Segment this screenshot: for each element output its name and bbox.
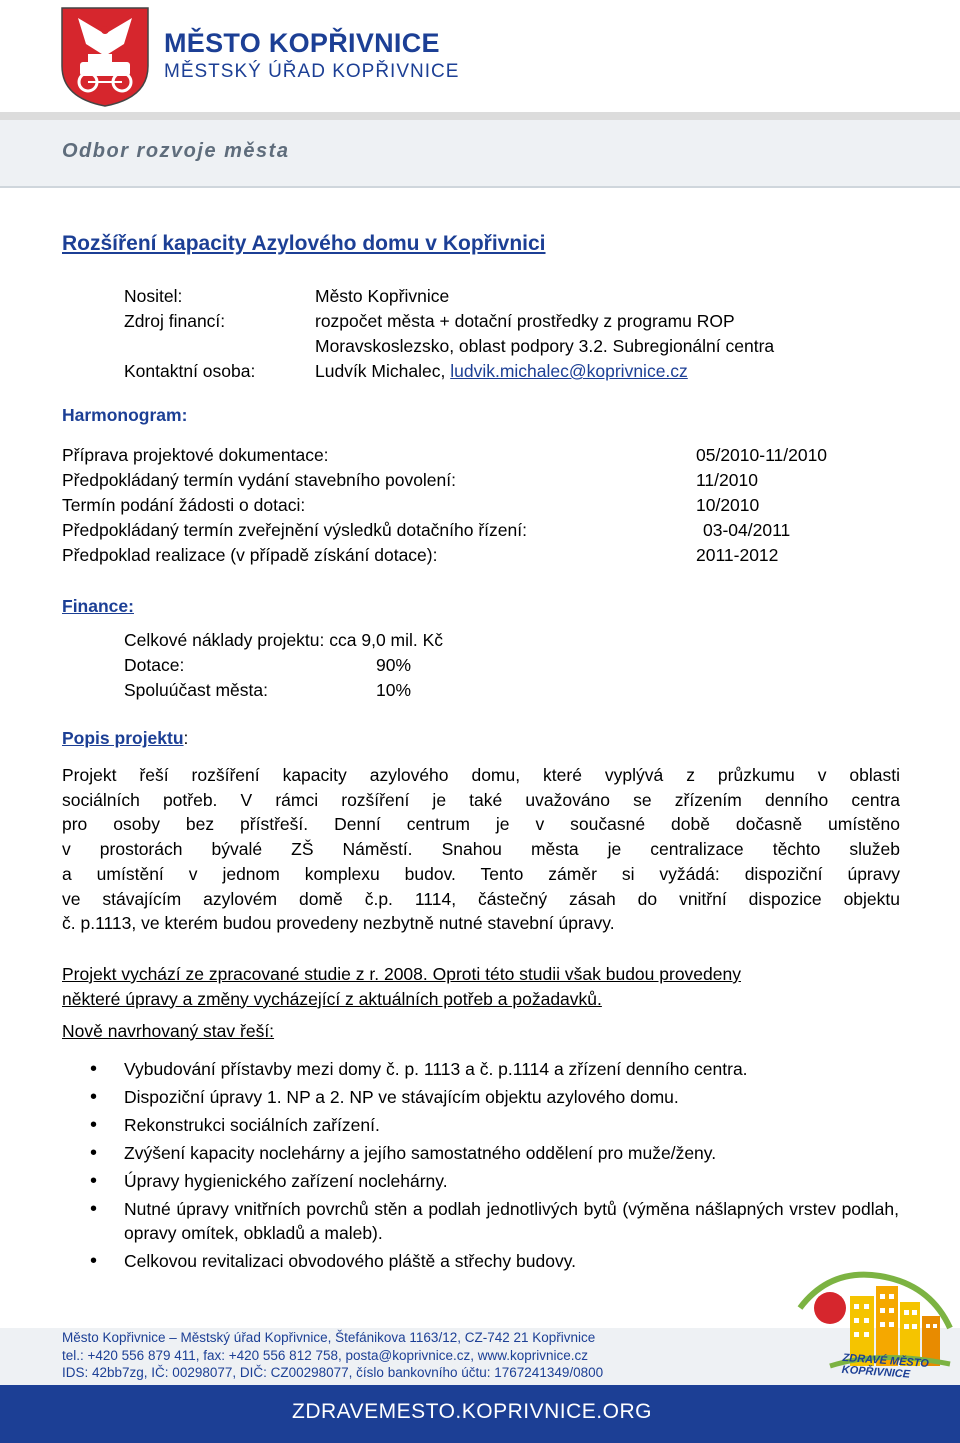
- city-name: MĚSTO KOPŘIVNICE: [164, 28, 440, 58]
- list-item: • Dispoziční úpravy 1. NP a 2. NP ve stávajícím objektu azylového domu.: [62, 1085, 899, 1109]
- study-note: [62, 962, 900, 1011]
- finance-total: Celkové náklady projektu: cca 9,0 mil. Kč: [124, 630, 444, 650]
- zdroj-label: Zdroj financí:: [124, 311, 226, 331]
- list-item: • Rekonstrukci sociálních zařízení.: [62, 1113, 899, 1137]
- harmonogram-label: Příprava projektové dokumentace:: [62, 445, 329, 465]
- project-title: Rozšíření kapacity Azylového domu v Kopřivnici: [62, 232, 546, 255]
- list-item: • Celkovou revitalizaci obvodového pláště a střechy budovy.: [62, 1249, 899, 1273]
- dotace-value: 90%: [376, 655, 412, 675]
- kontakt-name: Ludvík Michalec,: [315, 361, 446, 381]
- department-divider: [0, 186, 960, 188]
- harmonogram-heading: Harmonogram:: [62, 405, 188, 425]
- nositel-value: Město Kopřivnice: [315, 286, 450, 306]
- kontakt-label: Kontaktní osoba:: [124, 361, 256, 381]
- department-name: Odbor rozvoje města: [62, 140, 290, 162]
- harmonogram-label: Předpokládaný termín zveřejnění výsledků dotačního řízení:: [62, 520, 527, 540]
- spoluucast-label: Spoluúčast města:: [124, 680, 268, 700]
- dotace-label: Dotace:: [124, 655, 185, 675]
- spoluucast-value: 10%: [376, 680, 412, 700]
- nositel-label: Nositel:: [124, 286, 183, 306]
- zdroj-value-line1: rozpočet města + dotační prostředky z programu ROP: [315, 311, 735, 331]
- paragraph-line: ve stávajícím azylovém domě č.p. 1114, částečný zásah do vnitřní dispozice objektu: [62, 888, 900, 909]
- study-line: Projekt vychází ze zpracované studie z r. 2008. Oproti této studii však budou provedeny: [62, 964, 741, 984]
- popis-paragraph: [62, 763, 900, 936]
- harmonogram-value: 10/2010: [696, 495, 760, 515]
- healthy-city-logo-text: ZDRAVÉ MĚSTO KOPŘIVNICE: [841, 1351, 930, 1381]
- harmonogram-label: Termín podání žádosti o dotaci:: [62, 495, 306, 515]
- office-name: MĚSTSKÝ ÚŘAD KOPŘIVNICE: [164, 61, 460, 82]
- popis-heading-colon: :: [183, 728, 189, 748]
- paragraph-line: pro osoby bez přístřeší. Denní centrum je v současné době dočasně umístěno: [62, 814, 900, 835]
- popis-heading-text: Popis projektu: [62, 728, 184, 748]
- paragraph-line: Projekt řeší rozšíření kapacity azylového domu, které vyplývá z průzkumu v oblasti: [62, 765, 900, 785]
- footer-contact: tel.: +420 556 879 411, fax: +420 556 812 758, posta@koprivnice.cz, www.koprivnice.cz: [62, 1348, 589, 1363]
- zdroj-value-line2: Moravskoslezsko, oblast podpory 3.2. Subregionální centra: [315, 336, 775, 356]
- harmonogram-value: 2011-2012: [696, 545, 779, 565]
- paragraph-line: č. p.1113, ve kterém budou provedeny nezbytně nutné stavební úpravy.: [62, 913, 615, 934]
- header-divider: [0, 112, 960, 120]
- new-state-heading: Nově navrhovaný stav řeší:: [62, 1021, 275, 1041]
- kontakt-value: [315, 361, 688, 382]
- list-item: • Úpravy hygienického zařízení noclehárny.: [62, 1169, 899, 1193]
- website-link[interactable]: ZDRAVEMESTO.KOPRIVNICE.ORG: [292, 1400, 652, 1423]
- kontakt-email-link[interactable]: ludvik.michalec@koprivnice.cz: [450, 361, 688, 381]
- list-item: • Vybudování přístavby mezi domy č. p. 1113 a č. p.1114 a zřízení denního centra.: [62, 1057, 899, 1081]
- new-state-list: [62, 1057, 902, 1273]
- paragraph-line: sociálních potřeb. V rámci rozšíření je také uvažováno se zřízením denního centra: [62, 789, 900, 810]
- list-item: • Nutné úpravy vnitřních povrchů stěn a podlah jednotlivých bytů (výměna nášlapných vrstev podlah, opravy omítek, obkladů a maleb).: [62, 1197, 899, 1245]
- harmonogram-value: 05/2010-11/2010: [696, 445, 828, 465]
- finance-heading: Finance:: [62, 596, 134, 616]
- footer-address: Město Kopřivnice – Městský úřad Kopřivnice, Štefánikova 1163/12, CZ-742 21 Kopřivnice: [62, 1330, 596, 1345]
- paragraph-line: a umístění v jednom komplexu budov. Tento záměr si vyžádá: dispoziční úpravy: [62, 863, 900, 884]
- harmonogram-label: Předpoklad realizace (v případě získání dotace):: [62, 545, 438, 565]
- study-line: některé úpravy a změny vycházející z aktuálních potřeb a požadavků.: [62, 988, 602, 1009]
- list-item: • Zvýšení kapacity noclehárny a jejího samostatného oddělení pro muže/ženy.: [62, 1141, 899, 1165]
- footer-ids: IDS: 42bb7zg, IČ: 00298077, DIČ: CZ00298077, číslo bankovního účtu: 1767241349/0800: [62, 1365, 604, 1380]
- popis-heading: [62, 728, 188, 749]
- city-crest-icon: [58, 4, 152, 108]
- harmonogram-value: 03-04/2011: [703, 520, 791, 540]
- harmonogram-label: Předpokládaný termín vydání stavebního povolení:: [62, 470, 456, 490]
- harmonogram-value: 11/2010: [696, 470, 758, 490]
- paragraph-line: v prostorách bývalé ZŠ Náměstí. Snahou města je centralizace těchto služeb: [62, 839, 900, 860]
